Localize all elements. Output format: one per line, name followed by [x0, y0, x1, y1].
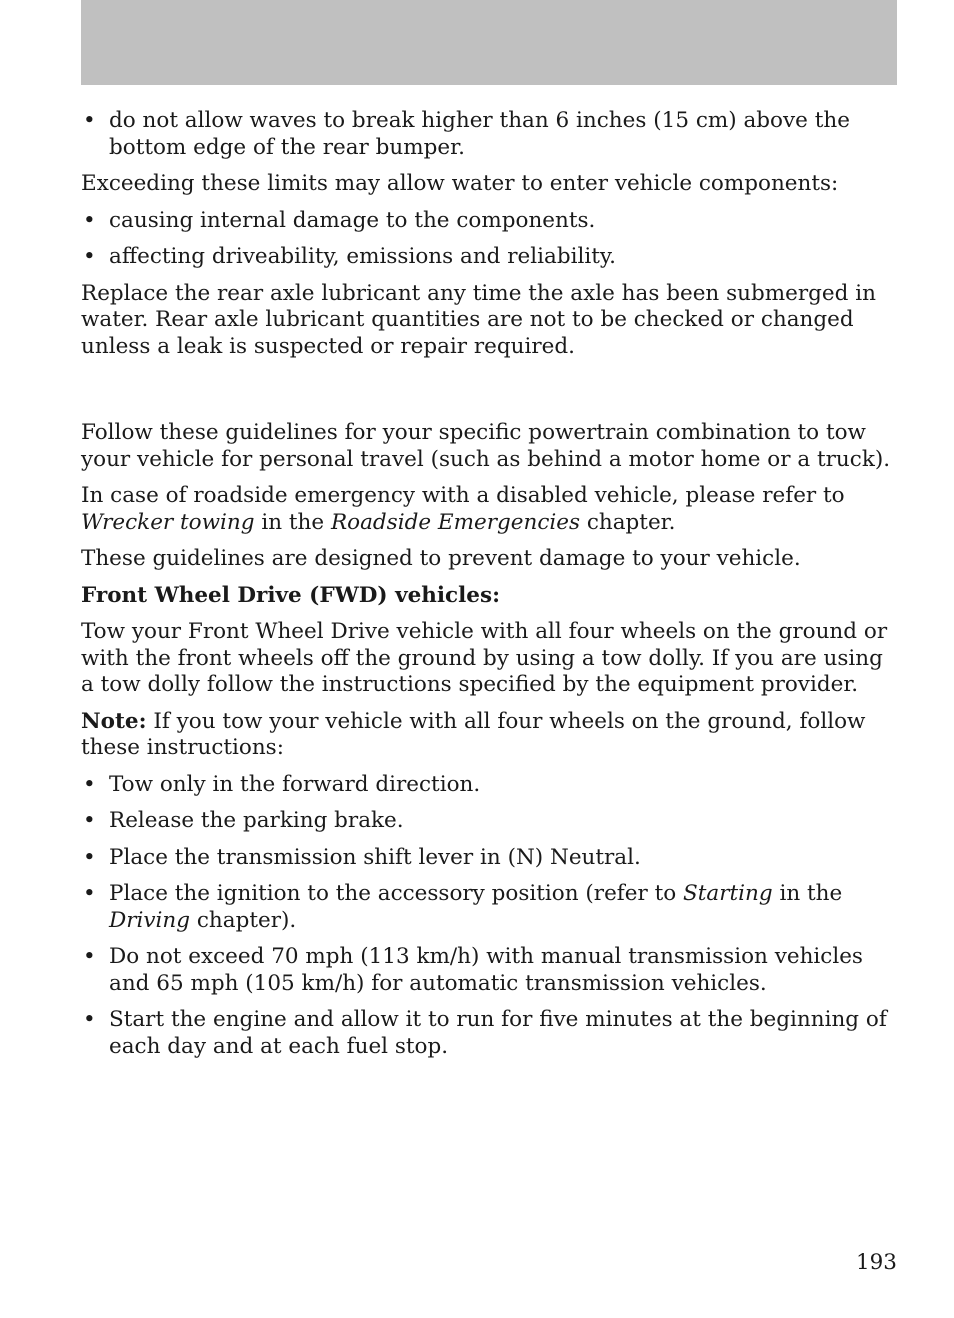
text-run: In case of roadside emergency with a disabled vehicle, please refer to: [81, 483, 845, 508]
paragraph: [81, 483, 893, 536]
list-item: • Tow only in the forward direction.: [81, 772, 893, 799]
wrecker-towing-reference: Wrecker towing: [81, 509, 255, 535]
paragraph: Replace the rear axle lubricant any time the axle has been submerged in water. Rear axle lubricant quantities are not to be checked or changed unless a leak is suspected or repair required.: [81, 280, 876, 359]
list-item: [81, 881, 893, 934]
list-item: • affecting driveability, emissions and reliability.: [81, 244, 893, 271]
header-bar: [81, 0, 897, 85]
list-item: • Do not exceed 70 mph (113 km/h) with manual transmission vehicles and 65 mph (105 km/h) for automatic transmission vehicles.: [81, 944, 893, 997]
note-label: Note:: [81, 708, 147, 734]
text-run: chapter.: [580, 509, 676, 535]
driving-reference: Driving: [109, 907, 191, 933]
page-number: 193: [855, 1250, 897, 1275]
list-item: • Place the transmission shift lever in (N) Neutral.: [81, 845, 893, 872]
text-run: in the: [772, 881, 843, 906]
roadside-emergencies-reference: Roadside Emergencies: [330, 509, 580, 535]
list-item: • Start the engine and allow it to run for five minutes at the beginning of each day and at each fuel stop.: [81, 1007, 893, 1060]
fwd-heading: Front Wheel Drive (FWD) vehicles:: [81, 582, 501, 608]
list-item: • causing internal damage to the components.: [81, 208, 893, 235]
note-paragraph: [81, 709, 893, 762]
text-run: Place the ignition to the accessory position (refer to: [109, 881, 684, 906]
note-text: If you tow your vehicle with all four wheels on the ground, follow these instructions:: [81, 708, 866, 760]
section-gap: [81, 370, 893, 420]
paragraph: Follow these guidelines for your specific powertrain combination to tow your vehicle for personal travel (such as behind a motor home or a truck).: [81, 420, 891, 472]
page-content: [81, 108, 893, 1070]
paragraph: Tow your Front Wheel Drive vehicle with all four wheels on the ground or with the front wheels off the ground by using a tow dolly. If you are using a tow dolly follow the instructions specified by the equipment provider.: [81, 619, 888, 697]
paragraph: These guidelines are designed to prevent damage to your vehicle.: [81, 546, 801, 571]
list-item: • do not allow waves to break higher than 6 inches (15 cm) above the bottom edge of the rear bumper.: [81, 108, 893, 161]
text-run: in the: [254, 509, 331, 535]
list-item: • Release the parking brake.: [81, 808, 893, 835]
paragraph: Exceeding these limits may allow water to enter vehicle components:: [81, 171, 839, 196]
starting-reference: Starting: [683, 881, 773, 906]
text-run: chapter).: [190, 907, 297, 933]
